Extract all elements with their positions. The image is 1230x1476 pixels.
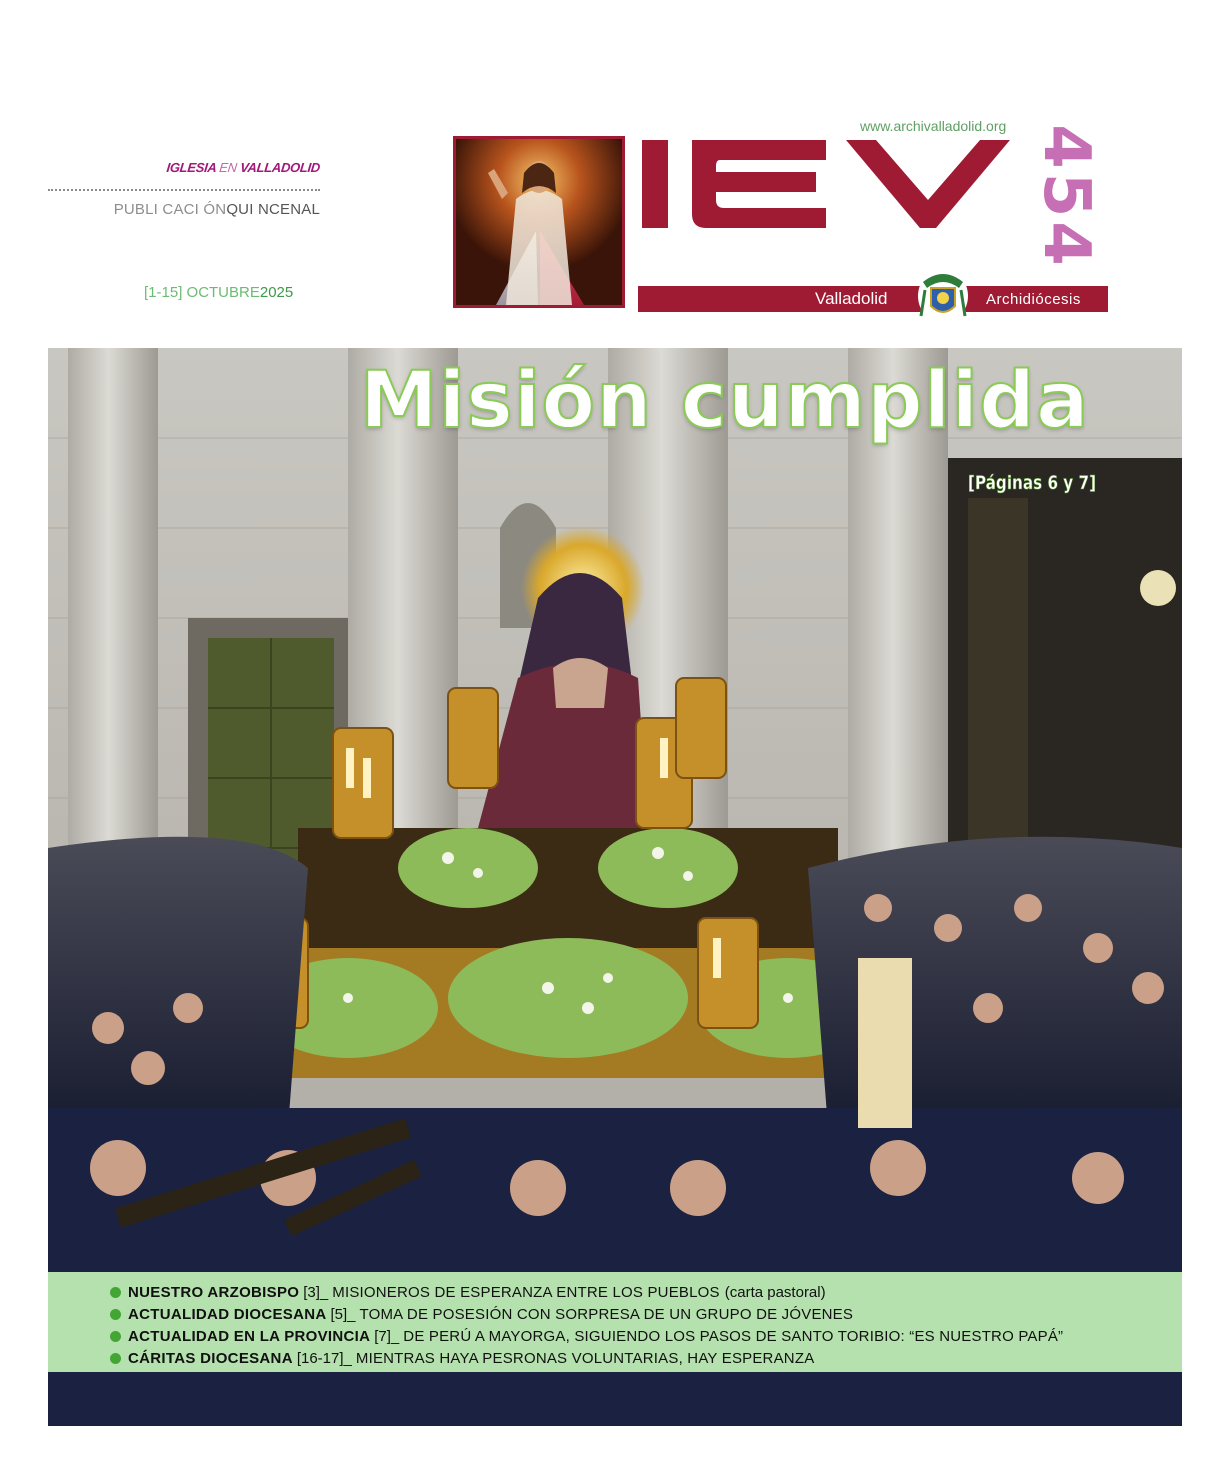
bullet-icon bbox=[110, 1309, 121, 1320]
summary-item[interactable]: CÁRITAS DIOCESANA [16-17]_ MIENTRAS HAYA PESRONAS VOLUNTARIAS, HAY ESPERANZA bbox=[110, 1347, 1182, 1369]
contents-summary bbox=[48, 1272, 1182, 1372]
publication-frequency: PUBLI CACI ÓNQUI NCENAL bbox=[113, 201, 320, 218]
ribbon-archdiocese: Archidiócesis bbox=[986, 291, 1081, 308]
bullet-icon bbox=[110, 1287, 121, 1298]
cover-photo bbox=[48, 348, 1182, 1426]
ribbon-city: Valladolid bbox=[815, 289, 888, 308]
dotted-divider bbox=[48, 189, 320, 191]
issue-date: [1-15] OCTUBRE2025 bbox=[144, 284, 294, 301]
bullet-icon bbox=[110, 1331, 121, 1342]
cover-headline: Misión cumplida bbox=[360, 356, 1090, 446]
website-url: www.archivalladolid.org bbox=[860, 118, 1007, 134]
bullet-icon bbox=[110, 1353, 121, 1364]
iev-logo bbox=[636, 136, 1032, 232]
divine-mercy-image bbox=[453, 136, 625, 308]
headline-page-ref: [Páginas 6 y 7] bbox=[968, 472, 1097, 494]
masthead-info bbox=[48, 160, 320, 218]
summary-item[interactable]: ACTUALIDAD DIOCESANA [5]_ TOMA DE POSESIÓN CON SORPRESA DE UN GRUPO DE JÓVENES bbox=[110, 1303, 1182, 1325]
publication-name: IGLESIA EN VALLADOLID bbox=[165, 160, 321, 175]
summary-item[interactable]: NUESTRO ARZOBISPO [3]_ MISIONEROS DE ESPERANZA ENTRE LOS PUEBLOS (carta pastoral) bbox=[110, 1281, 1182, 1303]
procession-scene bbox=[48, 348, 1182, 1426]
summary-item[interactable]: ACTUALIDAD EN LA PROVINCIA [7]_ DE PERÚ A MAYORGA, SIGUIENDO LOS PASOS DE SANTO TORIBIO: “ES NUESTRO PAPÁ” bbox=[110, 1325, 1182, 1347]
divine-mercy-illustration bbox=[456, 139, 622, 305]
issue-number: 454 bbox=[1029, 124, 1103, 270]
archdiocese-crest-icon bbox=[917, 268, 969, 324]
